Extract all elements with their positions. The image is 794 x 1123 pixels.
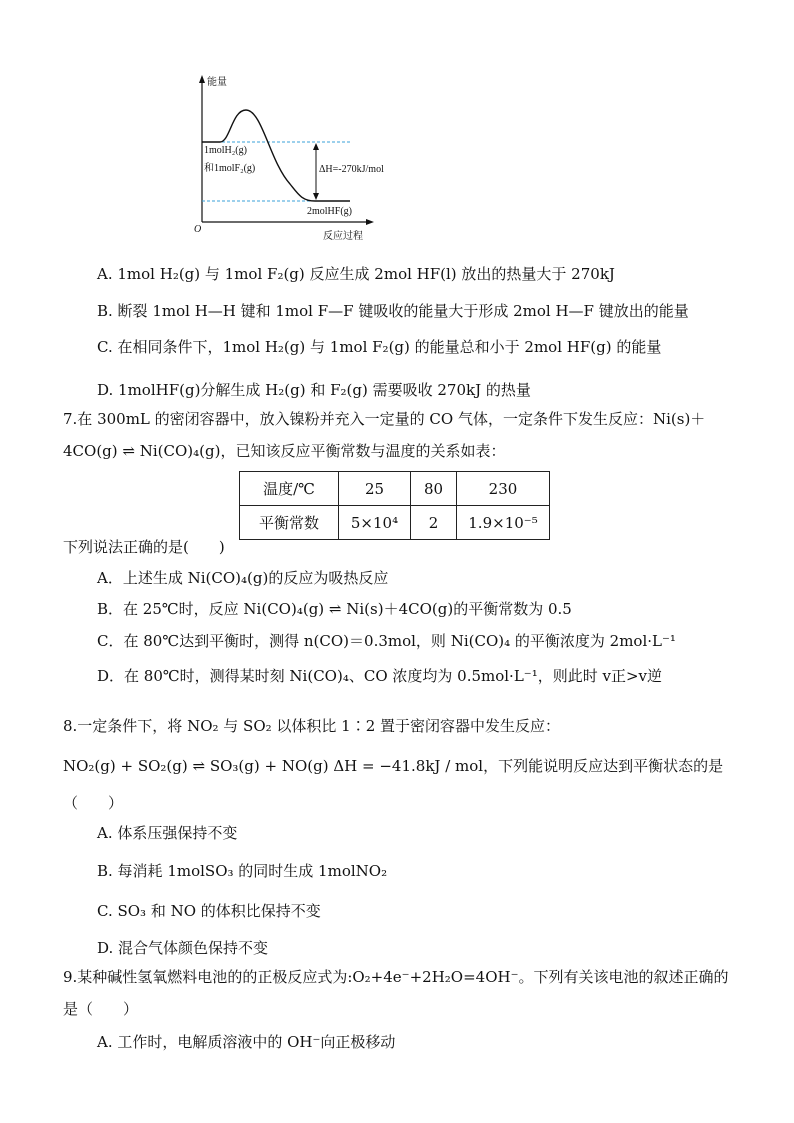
table-row <box>240 506 550 540</box>
q9-option-a: A. 工作时，电解质溶液中的 OH⁻向正极移动 <box>97 1033 396 1051</box>
delta-h-label: ΔH=-270kJ/mol <box>319 164 384 175</box>
reactant-label-1: 1molH₂(g) <box>204 145 247 156</box>
table-cell: 230 <box>457 472 550 506</box>
origin-label: O <box>194 224 202 235</box>
q9-stem-line1: 9.某种碱性氢氧燃料电池的的正极反应式为:O₂+4e⁻+2H₂O=4OH⁻。下列有关该电池的叙述正确的 <box>63 968 729 986</box>
q8-option-d: D. 混合气体颜色保持不变 <box>97 939 269 957</box>
q8-option-b: B. 每消耗 1molSO₃ 的同时生成 1molNO₂ <box>97 862 388 880</box>
q7-option-d: D．在 80℃时，测得某时刻 Ni(CO)₄、CO 浓度均为 0.5mol·L⁻¹，则此时 v正>v逆 <box>97 667 663 685</box>
q8-option-a: A. 体系压强保持不变 <box>97 824 238 842</box>
table-cell: 2 <box>411 506 457 540</box>
q7-stem-line2: 4CO(g) ⇌ Ni(CO)₄(g)，已知该反应平衡常数与温度的关系如表： <box>63 442 506 460</box>
table-cell: 80 <box>411 472 457 506</box>
table-cell: 温度/℃ <box>240 472 339 506</box>
table-cell: 25 <box>339 472 411 506</box>
q6-option-c: C. 在相同条件下，1mol H₂(g) 与 1mol F₂(g) 的能量总和小于 2mol HF(g) 的能量 <box>97 338 662 356</box>
q6-option-d: D. 1molHF(g)分解生成 H₂(g) 和 F₂(g) 需要吸收 270kJ 的热量 <box>97 381 531 399</box>
table-cell: 5×10⁴ <box>339 506 411 540</box>
energy-diagram-svg <box>190 72 390 242</box>
equilibrium-constant-table <box>239 471 550 540</box>
q8-stem-line2: NO₂(g) + SO₂(g) ⇌ SO₃(g) + NO(g) ΔH = −41.8kJ / mol，下列能说明反应达到平衡状态的是 <box>63 757 724 775</box>
table-row <box>240 472 550 506</box>
q8-stem-line1: 8.一定条件下，将 NO₂ 与 SO₂ 以体积比 1∶2 置于密闭容器中发生反应： <box>63 717 561 735</box>
q7-option-c: C．在 80℃达到平衡时，测得 n(CO)＝0.3mol，则 Ni(CO)₄ 的平衡浓度为 2mol·L⁻¹ <box>97 632 676 650</box>
q6-option-a: A. 1mol H₂(g) 与 1mol F₂(g) 反应生成 2mol HF(l) 放出的热量大于 270kJ <box>97 265 615 283</box>
q6-option-b: B. 断裂 1mol H—H 键和 1mol F—F 键吸收的能量大于形成 2mol H—F 键放出的能量 <box>97 302 689 320</box>
x-axis-arrow <box>366 219 374 225</box>
q8-option-c: C. SO₃ 和 NO 的体积比保持不变 <box>97 902 321 920</box>
y-axis-arrow <box>199 75 205 83</box>
reactant-label-2: 和1molF₂(g) <box>204 163 256 174</box>
q8-stem-line3: （ ） <box>63 794 124 812</box>
table-cell: 平衡常数 <box>240 506 339 540</box>
q9-stem-line2: 是（ ） <box>63 1000 139 1018</box>
delta-h-arrowhead-down <box>313 193 319 200</box>
y-axis-label: 能量 <box>207 77 227 88</box>
q7-prompt: 下列说法正确的是( ) <box>63 538 225 556</box>
delta-h-arrowhead-up <box>313 143 319 150</box>
q7-option-b: B．在 25℃时，反应 Ni(CO)₄(g) ⇌ Ni(s)＋4CO(g)的平衡常数为 0.5 <box>97 600 572 618</box>
product-label: 2molHF(g) <box>307 206 352 217</box>
q7-stem-line1: 7.在 300mL 的密闭容器中，放入镍粉并充入一定量的 CO 气体，一定条件下发生反应：Ni(s)＋ <box>63 410 706 428</box>
q7-option-a: A．上述生成 Ni(CO)₄(g)的反应为吸热反应 <box>97 569 389 587</box>
table-cell: 1.9×10⁻⁵ <box>457 506 550 540</box>
x-axis-label: 反应过程 <box>323 231 363 242</box>
